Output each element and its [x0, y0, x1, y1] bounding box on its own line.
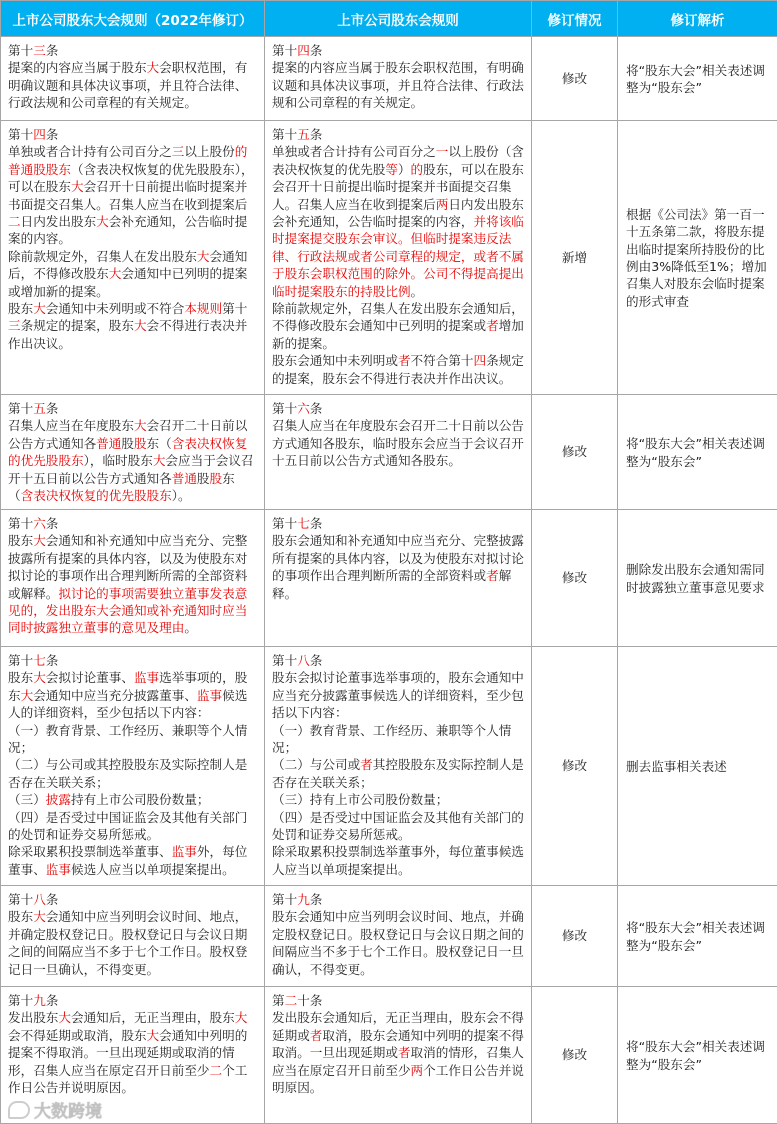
- article-number: [272, 400, 524, 417]
- text: 除前款规定外，召集人在发出股东: [8, 248, 197, 264]
- text: 第十: [272, 653, 298, 668]
- header-revision-analysis: 修订解析: [618, 1, 777, 37]
- text: 提案的内容应当属于股东会职权范围，有明确议题和具体决议事项，并且符合法律、行政法规和公司章程的有关规定。: [272, 60, 524, 111]
- revised-text: 四: [33, 127, 46, 142]
- text: 发出股东: [8, 1010, 59, 1026]
- text: 单独或者合计持有公司百分之: [8, 144, 172, 160]
- text: 股东: [8, 670, 34, 686]
- old-rule-cell: [1, 510, 265, 647]
- article-number: [272, 42, 524, 59]
- revised-text: 九: [33, 993, 46, 1008]
- revision-analysis-cell: 将“股东大会”相关表述调整为“股东会”: [618, 37, 777, 121]
- text: 条规定的提案，股东会不得进行表决并作出决议。: [272, 353, 524, 386]
- text: 解释。: [272, 568, 512, 601]
- text: 条: [45, 653, 59, 668]
- revised-text: 者: [309, 1027, 323, 1043]
- revised-text: 三: [33, 43, 46, 58]
- old-rule-cell: [1, 647, 265, 886]
- article-paragraph: [8, 143, 257, 247]
- text: 除前款规定外，召集人在发出股东会通知后，不得修改股东会通知中已列明的提案或: [272, 301, 524, 334]
- table-row: [1, 510, 777, 647]
- revised-text: 监事: [133, 670, 160, 686]
- article-paragraph: [272, 300, 524, 352]
- revised-text: 大: [33, 909, 46, 925]
- article-paragraph: [272, 417, 524, 469]
- text: 召集人应当在年度股东: [8, 418, 134, 434]
- text: 单独或者合计持有公司百分之: [272, 144, 436, 160]
- text: 。: [410, 283, 424, 299]
- text: 股: [121, 435, 134, 451]
- new-rule-cell: [265, 395, 532, 510]
- text: （三）: [8, 792, 46, 808]
- table-body: [1, 37, 777, 1124]
- table-row: [1, 647, 777, 886]
- text: 条: [309, 653, 323, 668]
- revision-analysis-cell: 将“股东大会”相关表述调整为“股东会”: [618, 395, 777, 510]
- revised-text: 八: [33, 892, 46, 907]
- revised-text: 监事: [171, 844, 197, 860]
- revised-text: 大: [108, 266, 122, 282]
- old-rule-cell: [1, 395, 265, 510]
- revised-text: 二: [209, 1062, 223, 1078]
- text: 。: [184, 620, 197, 636]
- article-number: [272, 891, 524, 908]
- text: 提案的内容应当属于股东: [8, 60, 147, 76]
- text: 取消，股东会通知中列明的提案不得取消。一旦出现延期或: [272, 1027, 524, 1061]
- new-rule-cell: [265, 647, 532, 886]
- text: （四）是否受过中国证监会及其他有关部门的处罚和证券交易所惩戒。: [272, 809, 524, 843]
- revision-status-cell: 修改: [532, 987, 618, 1124]
- text: 会通知中应当充分披露董事、: [33, 687, 197, 703]
- text: 会召开十日前提出临时提案并书面提交召集人。召集人应当在收到提案后: [8, 179, 248, 212]
- text: 个工作日公告并说明原因。: [8, 1062, 248, 1096]
- new-rule-cell: [265, 510, 532, 647]
- text: 以上股份: [184, 144, 235, 160]
- watermark: [8, 1097, 102, 1122]
- revision-status-cell: 新增: [532, 121, 618, 395]
- revised-text: 大: [96, 214, 109, 230]
- article-paragraph: [272, 756, 524, 791]
- revised-text: 大: [196, 248, 210, 264]
- old-rule-cell: [1, 121, 265, 395]
- text: 第十: [8, 516, 34, 531]
- revised-text: 大: [58, 1010, 71, 1026]
- text: 条: [45, 401, 59, 416]
- revision-analysis-cell: 删去监事相关表述: [618, 647, 777, 886]
- revised-text: 本规则: [184, 301, 223, 317]
- text: 发出股东会通知后，无正当理由，股东会不得延期或: [272, 1010, 524, 1043]
- revision-status-cell: 修改: [532, 886, 618, 987]
- article-number: [8, 652, 257, 669]
- text: 第十: [8, 43, 34, 58]
- revised-text: 一: [435, 144, 449, 160]
- article-paragraph: [8, 59, 257, 111]
- text: ），临时股东: [83, 453, 153, 469]
- text: 东（: [8, 470, 235, 504]
- article-paragraph: [272, 669, 524, 721]
- revision-status-cell: 修改: [532, 510, 618, 647]
- revised-text: 的普通股股东: [8, 144, 248, 177]
- new-rule-cell: [265, 886, 532, 987]
- text: 会通知后，不得修改股东: [8, 248, 248, 282]
- revised-text: 大: [133, 418, 147, 434]
- article-paragraph: [8, 843, 257, 878]
- revised-text: 者: [486, 318, 499, 334]
- article-paragraph: [272, 352, 524, 387]
- new-rule-cell: [265, 121, 532, 395]
- text: 第十: [8, 401, 34, 416]
- text: 第十: [8, 127, 34, 142]
- text: 第十: [272, 43, 298, 58]
- revised-text: 并将该临时提案提交股东会审议。但临时提案违反法律、行政法规或者公司章程的规定，或者不属于股东会职权范围的除外。公司不得提高提出临时提案股东的持股比例: [272, 214, 524, 299]
- revised-text: 者: [486, 568, 499, 584]
- text: 候选人的详细资料，至少包括以下内容：: [8, 687, 248, 721]
- revised-text: 六: [33, 516, 46, 531]
- text: 第十: [8, 993, 34, 1008]
- article-paragraph: [8, 791, 257, 808]
- text: 股东会通知中未列明或: [272, 353, 398, 369]
- revised-text: 股: [133, 435, 147, 451]
- revised-text: 两: [435, 196, 449, 212]
- text: 不符合第十: [410, 353, 474, 369]
- article-paragraph: [8, 669, 257, 721]
- article-number: [8, 126, 257, 143]
- text: （二）与公司或其控股股东及实际控制人是否存在关联关系；: [8, 757, 248, 790]
- revised-text: 七: [33, 653, 46, 668]
- revised-text: 三: [171, 144, 185, 160]
- text: 会通知中已列明的提案或增加新的提案。: [8, 266, 248, 299]
- article-paragraph: [272, 791, 524, 808]
- revised-text: 监事: [196, 687, 223, 703]
- text: 十条: [297, 993, 323, 1008]
- text: 会应当于会议召开十五日前以公告方式通知各: [8, 453, 254, 486]
- revised-text: 普通: [171, 470, 197, 486]
- text: 个工作日公告并说明原因。: [272, 1062, 524, 1096]
- text: 候选人应当以单项提案提出。: [70, 861, 235, 877]
- text: 持有上市公司股份数量；: [70, 792, 210, 808]
- text: 会拟讨论董事、: [45, 670, 134, 686]
- text: 第十: [8, 892, 34, 907]
- article-paragraph: [272, 532, 524, 602]
- watermark-logo-icon: [8, 1101, 30, 1119]
- text: 条: [45, 993, 59, 1008]
- article-paragraph: [272, 722, 524, 757]
- article-number: [8, 400, 257, 417]
- text: 取消的情形，召集人应当在原定召开日前至少: [272, 1045, 524, 1078]
- text: （含表决权恢复的优先股股东），可以在股东: [8, 161, 254, 195]
- article-paragraph: [8, 300, 257, 352]
- revised-text: 大: [146, 1027, 160, 1043]
- text: 股东: [8, 301, 34, 317]
- revised-text: 二: [284, 993, 298, 1008]
- article-number: [8, 992, 257, 1009]
- revised-text: 大: [70, 179, 84, 195]
- text: 第十: [272, 892, 298, 907]
- text: 其控股股东及实际控制人是否存在关联关系；: [272, 757, 524, 790]
- old-rule-cell: [1, 37, 265, 121]
- revised-text: 四: [473, 353, 487, 369]
- article-number: [272, 126, 524, 143]
- text: 条: [309, 43, 323, 58]
- revision-status-cell: 修改: [532, 37, 618, 121]
- text: 股东: [8, 909, 34, 925]
- text: （一）教育背景、工作经历、兼职等个人情况；: [272, 722, 512, 756]
- revised-text: 九: [297, 892, 310, 907]
- revised-text: 大: [33, 533, 46, 549]
- revised-text: 等: [385, 161, 398, 177]
- revised-text: 大: [234, 1010, 248, 1026]
- article-number: [8, 515, 257, 532]
- revised-text: 大: [33, 301, 46, 317]
- article-paragraph: [8, 532, 257, 636]
- text: 除采取累积投票制选举董事、: [8, 844, 172, 860]
- text: 条规定的提案，股东: [20, 318, 134, 334]
- text: 条: [309, 127, 323, 142]
- table-row: [1, 987, 777, 1124]
- new-rule-cell: [265, 37, 532, 121]
- text: 第十: [272, 401, 298, 416]
- text: 条: [309, 892, 323, 907]
- revised-text: 两: [410, 1062, 424, 1078]
- revision-analysis-cell: 将“股东大会”相关表述调整为“股东会”: [618, 886, 777, 987]
- article-paragraph: [8, 756, 257, 791]
- revision-analysis-cell: 根据《公司法》第一百一十五条第二款，将股东提出临时提案所持股份的比例由3%降低至1%；增加召集人对股东会临时提案的形式审查: [618, 121, 777, 395]
- text: 日内发出股东会补充通知，公告临时提案的内容，: [272, 196, 524, 230]
- text: 第十: [8, 653, 34, 668]
- text: （一）教育背景、工作经历、兼职等个人情况；: [8, 722, 248, 756]
- text: 会召开二十日前以公告方式通知各: [8, 418, 248, 451]
- revised-text: 八: [297, 653, 310, 668]
- article-paragraph: [8, 1009, 257, 1096]
- text: 会不得进行表决并作出决议。: [8, 318, 248, 351]
- text: 条: [45, 127, 59, 142]
- revision-status-cell: 修改: [532, 647, 618, 886]
- table-row: [1, 37, 777, 121]
- article-paragraph: [8, 809, 257, 844]
- new-rule-cell: [265, 987, 532, 1124]
- old-rule-cell: [1, 886, 265, 987]
- revised-text: 大: [152, 453, 166, 469]
- revised-text: 大: [33, 670, 46, 686]
- revised-text: 含表决权恢复的优先股股东: [8, 435, 248, 469]
- article-paragraph: [8, 908, 257, 978]
- table-row: [1, 886, 777, 987]
- article-paragraph: [272, 843, 524, 878]
- text: 会通知中列明的提案不得取消。一旦出现延期或取消的情形，召集人应当在原定召开日前至少: [8, 1027, 248, 1078]
- revised-text: 监事: [45, 861, 71, 877]
- text: 条: [45, 516, 59, 531]
- revision-analysis-cell: 将“股东大会”相关表述调整为“股东会”: [618, 987, 777, 1124]
- text: ）: [397, 161, 411, 177]
- revised-text: 普通: [96, 435, 122, 451]
- text: 股: [196, 470, 210, 486]
- article-paragraph: [8, 722, 257, 757]
- revised-text: 三: [8, 318, 21, 334]
- text: 股东会通知和补充通知中应当充分、完整披露所有提案的具体内容，以及为使股东对拟讨论的事项作出合理判断所需的全部资料或: [272, 533, 524, 584]
- revised-text: 大: [20, 687, 34, 703]
- revised-text: 二: [8, 214, 21, 230]
- revised-text: 七: [297, 516, 310, 531]
- watermark-text: 大数跨境: [34, 1102, 102, 1122]
- text: 条: [309, 516, 323, 531]
- text: 股东，可以在股东会召开十日前提出临时提案并书面提交召集人。召集人应当在收到提案后: [272, 161, 524, 212]
- revised-text: 的: [410, 161, 424, 177]
- text: 会通知中未列明或不符合: [45, 301, 185, 317]
- text: （二）与公司或: [272, 757, 361, 773]
- revised-text: 含表决权恢复的优先股股东: [20, 488, 172, 504]
- revised-text: 者: [397, 1045, 411, 1061]
- table-row: [1, 121, 777, 395]
- article-number: [272, 652, 524, 669]
- text: 会职权范围，有明确议题和具体决议事项，并且符合法律、行政法规和公司章程的有关规定。: [8, 60, 248, 111]
- text: 第: [272, 993, 285, 1008]
- revision-status-cell: 修改: [532, 395, 618, 510]
- header-revision-status: 修订情况: [532, 1, 618, 37]
- text: 增加新的提案。: [272, 318, 524, 351]
- text: 条: [45, 43, 59, 58]
- revision-analysis-cell: 删除发出股东会通知需同时披露独立董事意见要求: [618, 510, 777, 647]
- text: 条: [45, 892, 59, 907]
- text: 第十: [272, 127, 298, 142]
- article-number: [8, 42, 257, 59]
- text: 第十: [272, 516, 298, 531]
- text: 会通知中应当列明会议时间、地点，并确定股权登记日。股权登记日与会议日期之间的间隔应当不多于七个工作日。股权登记日一旦确认，不得变更。: [8, 909, 248, 977]
- article-number: [272, 992, 524, 1009]
- text: 选举事项的，股东: [8, 670, 248, 703]
- table-row: [1, 395, 777, 510]
- text: 条: [309, 401, 323, 416]
- revised-text: 五: [33, 401, 46, 416]
- article-paragraph: [8, 248, 257, 300]
- revised-text: 大: [146, 60, 160, 76]
- header-new-rules: 上市公司股东会规则: [265, 1, 532, 37]
- text: 股东会拟讨论董事选举事项的，股东会通知中应当充分披露董事候选人的详细资料，至少包括以下内容：: [272, 670, 524, 721]
- revised-text: 五: [297, 127, 310, 142]
- article-paragraph: [272, 908, 524, 978]
- article-paragraph: [8, 417, 257, 504]
- table-header-row: [1, 1, 777, 37]
- text: 除采取累积投票制选举董事外，每位董事候选人应当以单项提案提出。: [272, 844, 524, 877]
- text: ）。: [171, 488, 191, 504]
- revised-text: 者: [397, 353, 411, 369]
- text: （三）持有上市公司股份数量；: [272, 792, 449, 808]
- article-paragraph: [272, 809, 524, 844]
- text: 会通知和补充通知中应当充分、完整披露所有提案的具体内容，以及为使股东对拟讨论的事项作出合理判断所需的全部资料或解释。: [8, 533, 248, 601]
- revised-text: 股: [209, 470, 223, 486]
- text: 第十: [222, 301, 248, 317]
- text: （四）是否受过中国证监会及其他有关部门的处罚和证券交易所惩戒。: [8, 809, 248, 843]
- article-paragraph: [272, 59, 524, 111]
- article-paragraph: [272, 143, 524, 300]
- text: 股东会通知中应当列明会议时间、地点，并确定股权登记日。股权登记日与会议日期之间的间隔应当不多于七个工作日。股权登记日一旦确认，不得变更。: [272, 909, 524, 977]
- text: 外，每位董事、: [8, 844, 248, 877]
- revised-text: 披露: [45, 792, 71, 808]
- revised-text: 大: [133, 318, 147, 334]
- article-number: [272, 515, 524, 532]
- text: 日内发出股东: [20, 214, 97, 230]
- article-number: [8, 891, 257, 908]
- article-paragraph: [272, 1009, 524, 1096]
- text: 股东: [8, 533, 34, 549]
- text: 东（: [146, 435, 172, 451]
- text: 会通知后，无正当理由，股东: [70, 1010, 235, 1026]
- text: 会不得延期或取消，股东: [8, 1027, 147, 1043]
- text: 会补充通知，公告临时提案的内容。: [8, 214, 248, 247]
- header-old-rules: 上市公司股东大会规则（2022年修订）: [1, 1, 265, 37]
- revised-text: 拟讨论的事项需要独立董事发表意见的，发出股东大会通知或补充通知时应当同时披露独立董事的意见及理由: [8, 585, 248, 636]
- revised-text: 六: [297, 401, 310, 416]
- revised-text: 四: [297, 43, 310, 58]
- text: 召集人应当在年度股东会召开二十日前以公告方式通知各股东，临时股东会应当于会议召开十五日前以公告方式通知各股东。: [272, 418, 524, 469]
- text: 以上股份（含表决权恢复的优先股: [272, 144, 524, 177]
- revised-text: 者: [360, 757, 373, 773]
